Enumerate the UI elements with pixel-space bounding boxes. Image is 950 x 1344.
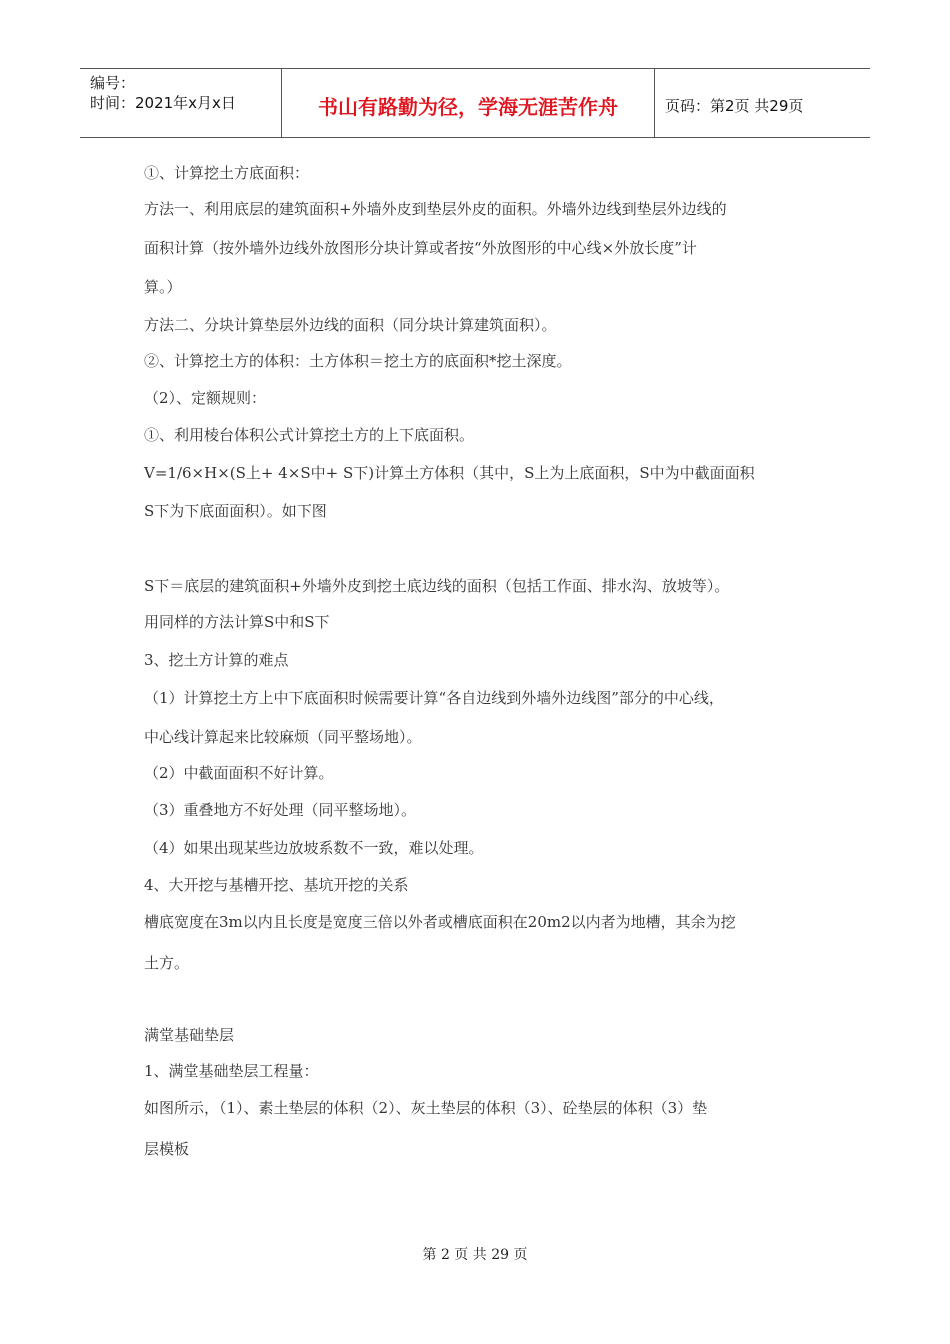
text-line: （1）计算挖土方上中下底面积时候需要计算“各自边线到外墙外边线图”部分的中心线， [144,689,724,707]
header-motto: 书山有路勤为径，学海无涯苦作舟 [282,69,655,137]
text-line: ②、计算挖土方的体积：土方体积＝挖土方的底面积*挖土深度。 [144,352,572,370]
text-line: 层模板 [144,1140,190,1158]
section-heading: 满堂基础垫层 [144,1026,235,1044]
text-line: 算。） [144,278,182,296]
header-info-cell [80,69,282,137]
text-line: 面积计算（按外墙外边线外放图形分块计算或者按“外放图形的中心线×外放长度”计 [144,239,697,257]
text-line: ①、利用棱台体积公式计算挖土方的上下底面积。 [144,426,475,444]
text-line: S下＝底层的建筑面积+外墙外皮到挖土底边线的面积（包括工作面、排水沟、放坡等）。 [144,577,730,595]
document-time-label: 时间：2021年x月x日 [90,94,236,112]
text-line: 如图所示，（1）、素土垫层的体积（2）、灰土垫层的体积（3）、砼垫层的体积（3）垫 [144,1099,708,1117]
text-line: V=1/6×H×(S上+ 4×S中+ S下)计算土方体积（其中，S上为上底面积，S中为中截面面积 [144,464,755,482]
text-line: 方法一、利用底层的建筑面积+外墙外皮到垫层外皮的面积。外墙外边线到垫层外边线的 [144,200,727,218]
text-line: 用同样的方法计算S中和S下 [144,613,330,631]
text-line: 方法二、分块计算垫层外边线的面积（同分块计算建筑面积）。 [144,316,557,334]
text-line: （2）、定额规则： [144,389,267,407]
header-page-info: 页码：第2页 共29页 [665,96,804,115]
text-line: 土方。 [144,954,190,972]
text-line: （2）中截面面积不好计算。 [144,764,334,782]
page-footer: 第 2 页 共 29 页 [422,1247,528,1263]
text-line: ①、计算挖土方底面积： [144,164,310,182]
text-line: 3、挖土方计算的难点 [144,651,289,669]
text-line: 4、大开挖与基槽开挖、基坑开挖的关系 [144,876,409,894]
text-line: （3）重叠地方不好处理（同平整场地）。 [144,801,417,819]
text-line: S下为下底面面积）。如下图 [144,502,327,520]
text-line: 1、满堂基础垫层工程量： [144,1062,319,1080]
text-line: 中心线计算起来比较麻烦（同平整场地）。 [144,728,422,746]
document-number-label: 编号： [90,74,136,92]
page-header [80,68,870,138]
text-line: 槽底宽度在3m以内且长度是宽度三倍以外者或槽底面积在20m2以内者为地槽，其余为挖 [144,913,736,931]
text-line: （4）如果出现某些边放坡系数不一致，难以处理。 [144,839,484,857]
